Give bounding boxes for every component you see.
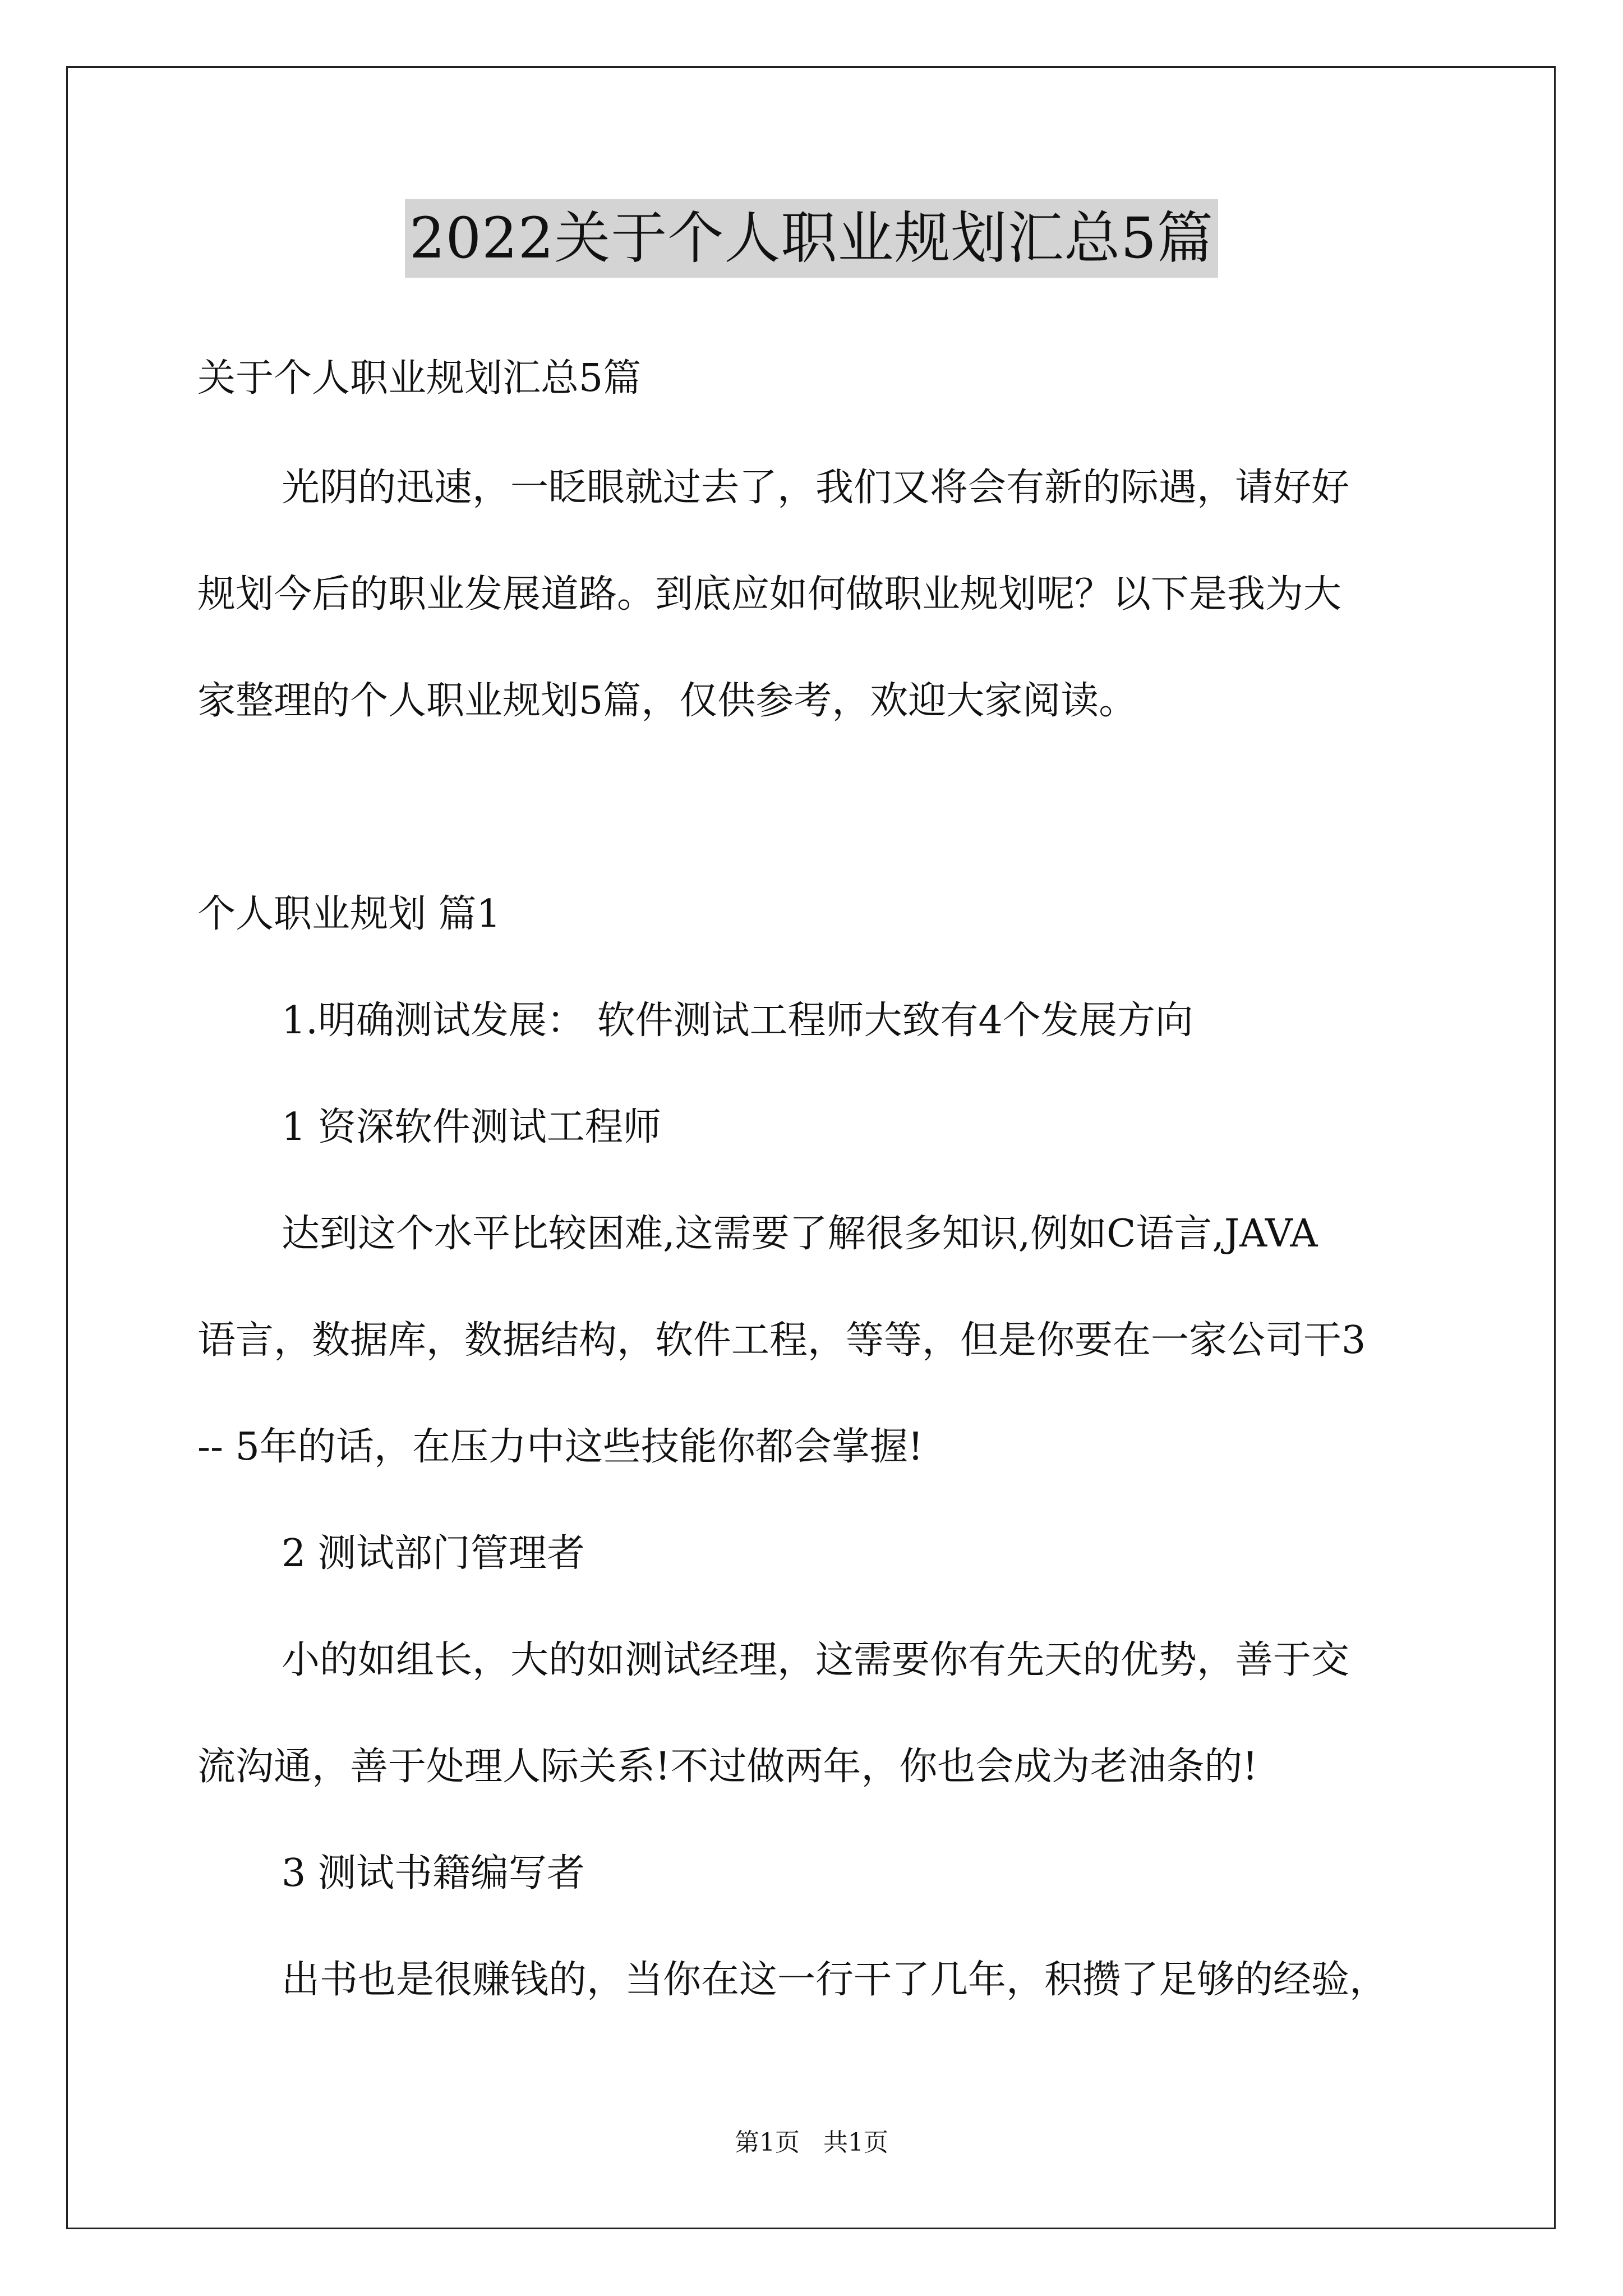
document-title: 2022关于个人职业规划汇总5篇 [405,199,1218,278]
body-line-5: -- 5年的话，在压力中这些技能你都会掌握! [197,1425,924,1469]
intro-line-3: 家整理的个人职业规划5篇，仅供参考，欢迎大家阅读。 [197,679,1137,723]
body-line-9: 3 测试书籍编写者 [282,1851,585,1895]
body-line-7: 小的如组长，大的如测试经理，这需要你有先天的优势，善于交 [282,1638,1350,1682]
intro-line-2: 规划今后的职业发展道路。到底应如何做职业规划呢？以下是我为大 [197,572,1342,616]
body-line-4: 语言，数据库，数据结构，软件工程，等等，但是你要在一家公司干3 [197,1318,1366,1363]
section-heading: 个人职业规划 篇1 [197,892,501,936]
page-footer: 第1页 共1页 [735,2128,888,2157]
body-line-3: 达到这个水平比较困难,这需要了解很多知识,例如C语言,JAVA [282,1212,1318,1256]
body-line-6: 2 测试部门管理者 [282,1531,585,1576]
body-line-8: 流沟通，善于处理人际关系!不过做两年，你也会成为老油条的! [197,1745,1258,1789]
body-line-10: 出书也是很赚钱的，当你在这一行干了几年，积攒了足够的经验， [282,1958,1388,2002]
body-line-1: 1.明确测试发展： 软件测试工程师大致有4个发展方向 [282,999,1193,1043]
intro-line-1: 光阴的迅速，一眨眼就过去了，我们又将会有新的际遇，请好好 [282,466,1350,510]
title-container [0,199,1623,278]
document-subtitle: 关于个人职业规划汇总5篇 [197,356,642,401]
body-line-2: 1 资深软件测试工程师 [282,1105,661,1149]
